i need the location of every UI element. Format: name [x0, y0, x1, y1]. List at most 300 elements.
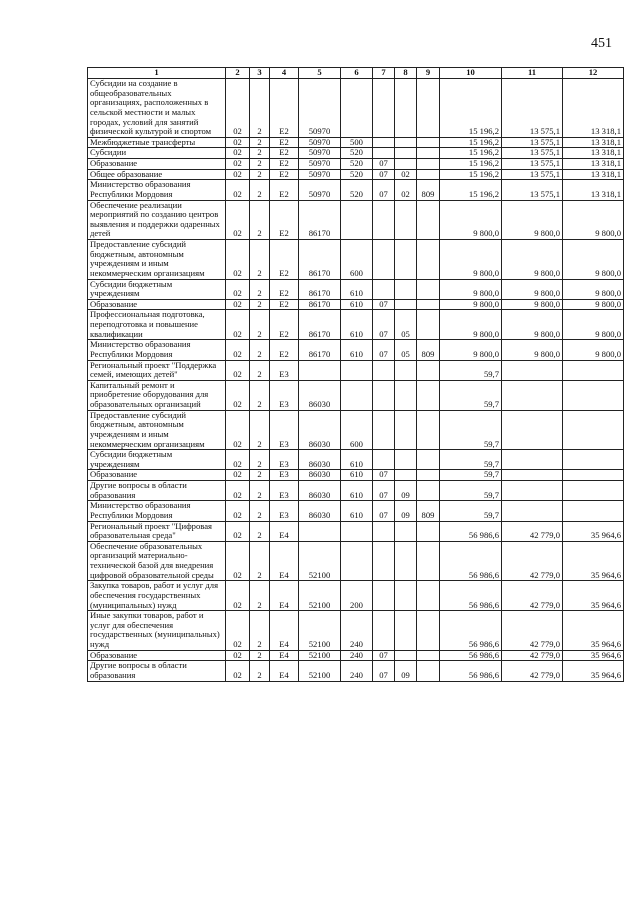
code-cell	[299, 360, 341, 380]
column-header: 5	[299, 68, 341, 79]
code-cell: 86030	[299, 470, 341, 481]
code-cell	[341, 200, 373, 240]
code-cell: E4	[270, 581, 299, 611]
amount-cell: 9 800,0	[440, 200, 502, 240]
row-name-cell: Субсидии бюджетным учреждениям	[88, 279, 226, 299]
amount-cell: 13 318,1	[563, 169, 624, 180]
table-row	[88, 481, 624, 501]
amount-cell: 59,7	[440, 410, 502, 450]
table-row	[88, 310, 624, 340]
code-cell: 02	[395, 169, 417, 180]
code-cell: E2	[270, 159, 299, 170]
row-name-cell: Субсидии на создание в общеобразовательных организациях, расположенных в сельской местности и малых городах, условий для занятий физической культурой и спортом	[88, 79, 226, 138]
code-cell: 809	[417, 501, 440, 521]
table-row	[88, 180, 624, 200]
row-name-cell: Капитальный ремонт и приобретение оборудования для образовательных организаций	[88, 380, 226, 410]
code-cell: 809	[417, 340, 440, 360]
column-header: 11	[502, 68, 563, 79]
code-cell: 52100	[299, 541, 341, 581]
code-cell	[395, 299, 417, 310]
code-cell: E3	[270, 360, 299, 380]
code-cell: 86030	[299, 450, 341, 470]
code-cell: 02	[226, 279, 250, 299]
row-name-cell: Образование	[88, 650, 226, 661]
code-cell	[373, 410, 395, 450]
code-cell: 52100	[299, 661, 341, 681]
code-cell	[417, 79, 440, 138]
amount-cell: 59,7	[440, 470, 502, 481]
code-cell	[373, 360, 395, 380]
code-cell: 2	[250, 650, 270, 661]
code-cell: 2	[250, 279, 270, 299]
code-cell	[417, 661, 440, 681]
code-cell: 09	[395, 501, 417, 521]
table-row	[88, 470, 624, 481]
table-row	[88, 240, 624, 280]
amount-cell: 56 986,6	[440, 581, 502, 611]
code-cell: E2	[270, 79, 299, 138]
amount-cell: 9 800,0	[502, 310, 563, 340]
table-row	[88, 148, 624, 159]
table-row	[88, 521, 624, 541]
code-cell: 2	[250, 137, 270, 148]
code-cell: 02	[226, 310, 250, 340]
code-cell	[395, 410, 417, 450]
column-header: 6	[341, 68, 373, 79]
amount-cell: 42 779,0	[502, 650, 563, 661]
code-cell: 86030	[299, 380, 341, 410]
code-cell: 50970	[299, 169, 341, 180]
code-cell: 02	[226, 541, 250, 581]
amount-cell: 15 196,2	[440, 137, 502, 148]
code-cell: 520	[341, 159, 373, 170]
amount-cell	[563, 481, 624, 501]
table-row	[88, 360, 624, 380]
code-cell: 610	[341, 310, 373, 340]
amount-cell: 9 800,0	[502, 200, 563, 240]
code-cell: 2	[250, 521, 270, 541]
code-cell: 600	[341, 240, 373, 280]
code-cell: 2	[250, 340, 270, 360]
code-cell: 610	[341, 481, 373, 501]
code-cell: 610	[341, 501, 373, 521]
column-header: 1	[88, 68, 226, 79]
code-cell: 2	[250, 661, 270, 681]
code-cell	[395, 240, 417, 280]
code-cell: 02	[226, 180, 250, 200]
code-cell: 02	[226, 169, 250, 180]
code-cell: 520	[341, 180, 373, 200]
code-cell: 02	[226, 581, 250, 611]
code-cell	[395, 470, 417, 481]
code-cell	[395, 380, 417, 410]
amount-cell: 13 575,1	[502, 169, 563, 180]
amount-cell: 13 575,1	[502, 180, 563, 200]
code-cell: 02	[226, 481, 250, 501]
code-cell: 02	[395, 180, 417, 200]
table-row	[88, 169, 624, 180]
amount-cell	[502, 410, 563, 450]
row-name-cell: Министерство образования Республики Мордовия	[88, 501, 226, 521]
amount-cell: 35 964,6	[563, 541, 624, 581]
amount-cell: 13 318,1	[563, 180, 624, 200]
code-cell: 610	[341, 450, 373, 470]
code-cell	[395, 159, 417, 170]
code-cell: 2	[250, 380, 270, 410]
code-cell: 86170	[299, 310, 341, 340]
table-row	[88, 200, 624, 240]
amount-cell: 35 964,6	[563, 661, 624, 681]
code-cell	[341, 541, 373, 581]
code-cell: 2	[250, 148, 270, 159]
code-cell: 02	[226, 137, 250, 148]
code-cell	[417, 581, 440, 611]
code-cell: 2	[250, 501, 270, 521]
amount-cell	[563, 360, 624, 380]
amount-cell: 9 800,0	[563, 340, 624, 360]
code-cell	[417, 240, 440, 280]
code-cell: 02	[226, 299, 250, 310]
table-row	[88, 340, 624, 360]
amount-cell: 13 575,1	[502, 79, 563, 138]
code-cell: 86030	[299, 501, 341, 521]
amount-cell: 56 986,6	[440, 521, 502, 541]
amount-cell: 59,7	[440, 450, 502, 470]
amount-cell: 42 779,0	[502, 661, 563, 681]
amount-cell	[502, 380, 563, 410]
code-cell: 2	[250, 159, 270, 170]
amount-cell: 56 986,6	[440, 650, 502, 661]
code-cell: 520	[341, 148, 373, 159]
row-name-cell: Субсидии бюджетным учреждениям	[88, 450, 226, 470]
table-row	[88, 137, 624, 148]
page-number: 451	[591, 36, 612, 51]
code-cell: 2	[250, 169, 270, 180]
code-cell: 2	[250, 360, 270, 380]
table-header-row	[88, 68, 624, 79]
code-cell: E2	[270, 137, 299, 148]
code-cell: 02	[226, 79, 250, 138]
amount-cell: 9 800,0	[563, 240, 624, 280]
amount-cell: 42 779,0	[502, 521, 563, 541]
code-cell: E2	[270, 340, 299, 360]
code-cell: 240	[341, 650, 373, 661]
code-cell: E4	[270, 661, 299, 681]
code-cell: 610	[341, 279, 373, 299]
code-cell: 240	[341, 611, 373, 651]
amount-cell: 9 800,0	[440, 340, 502, 360]
amount-cell: 9 800,0	[440, 279, 502, 299]
code-cell: 07	[373, 481, 395, 501]
amount-cell: 35 964,6	[563, 611, 624, 651]
code-cell: 07	[373, 501, 395, 521]
code-cell: 09	[395, 481, 417, 501]
code-cell: 2	[250, 450, 270, 470]
column-header: 8	[395, 68, 417, 79]
code-cell: 07	[373, 169, 395, 180]
code-cell: E4	[270, 521, 299, 541]
code-cell: 07	[373, 180, 395, 200]
amount-cell: 15 196,2	[440, 169, 502, 180]
code-cell	[373, 611, 395, 651]
row-name-cell: Межбюджетные трансферты	[88, 137, 226, 148]
code-cell	[395, 137, 417, 148]
code-cell	[417, 200, 440, 240]
code-cell: 240	[341, 661, 373, 681]
code-cell: 2	[250, 79, 270, 138]
table-row	[88, 501, 624, 521]
code-cell	[341, 360, 373, 380]
code-cell: 07	[373, 650, 395, 661]
code-cell	[417, 279, 440, 299]
code-cell: 2	[250, 240, 270, 280]
code-cell	[417, 169, 440, 180]
amount-cell: 13 575,1	[502, 148, 563, 159]
code-cell	[395, 450, 417, 470]
code-cell: E3	[270, 380, 299, 410]
code-cell: E2	[270, 279, 299, 299]
code-cell	[417, 450, 440, 470]
code-cell: 2	[250, 470, 270, 481]
code-cell: 86170	[299, 340, 341, 360]
code-cell	[417, 470, 440, 481]
amount-cell: 9 800,0	[502, 340, 563, 360]
code-cell: E2	[270, 169, 299, 180]
code-cell	[395, 200, 417, 240]
row-name-cell: Другие вопросы в области образования	[88, 481, 226, 501]
column-header: 7	[373, 68, 395, 79]
column-header: 3	[250, 68, 270, 79]
code-cell	[417, 541, 440, 581]
column-header: 2	[226, 68, 250, 79]
code-cell: 07	[373, 661, 395, 681]
code-cell	[373, 79, 395, 138]
code-cell: E3	[270, 481, 299, 501]
code-cell	[417, 310, 440, 340]
code-cell	[417, 611, 440, 651]
code-cell	[395, 541, 417, 581]
code-cell: 52100	[299, 581, 341, 611]
code-cell	[417, 410, 440, 450]
code-cell	[417, 360, 440, 380]
code-cell: 86170	[299, 299, 341, 310]
code-cell	[417, 521, 440, 541]
code-cell: 50970	[299, 159, 341, 170]
code-cell: 02	[226, 450, 250, 470]
amount-cell: 35 964,6	[563, 581, 624, 611]
table-row	[88, 79, 624, 138]
code-cell	[417, 380, 440, 410]
code-cell: E2	[270, 240, 299, 280]
amount-cell: 13 318,1	[563, 79, 624, 138]
amount-cell: 9 800,0	[502, 279, 563, 299]
table-row	[88, 159, 624, 170]
amount-cell: 13 575,1	[502, 137, 563, 148]
code-cell: 02	[226, 661, 250, 681]
code-cell	[373, 279, 395, 299]
code-cell: 200	[341, 581, 373, 611]
table-row	[88, 380, 624, 410]
amount-cell: 9 800,0	[563, 299, 624, 310]
code-cell: 50970	[299, 148, 341, 159]
amount-cell: 15 196,2	[440, 159, 502, 170]
row-name-cell: Обеспечение образовательных организаций материально-технической базой для внедрения цифровой образовательной среды	[88, 541, 226, 581]
amount-cell: 13 318,1	[563, 148, 624, 159]
table-row	[88, 450, 624, 470]
code-cell	[417, 481, 440, 501]
table-body	[88, 79, 624, 682]
table-row	[88, 661, 624, 681]
column-header: 12	[563, 68, 624, 79]
code-cell	[395, 611, 417, 651]
amount-cell: 56 986,6	[440, 541, 502, 581]
amount-cell: 59,7	[440, 380, 502, 410]
code-cell: 520	[341, 169, 373, 180]
amount-cell	[563, 501, 624, 521]
row-name-cell: Образование	[88, 299, 226, 310]
amount-cell: 9 800,0	[440, 240, 502, 280]
column-header: 9	[417, 68, 440, 79]
code-cell: E2	[270, 299, 299, 310]
row-name-cell: Обеспечение реализации мероприятий по созданию центров выявления и поддержки одаренных детей	[88, 200, 226, 240]
code-cell: E2	[270, 310, 299, 340]
code-cell: 07	[373, 159, 395, 170]
amount-cell: 13 318,1	[563, 159, 624, 170]
code-cell: 02	[226, 470, 250, 481]
row-name-cell: Образование	[88, 470, 226, 481]
code-cell	[395, 650, 417, 661]
code-cell	[373, 200, 395, 240]
code-cell: E3	[270, 501, 299, 521]
amount-cell	[502, 360, 563, 380]
code-cell: 07	[373, 470, 395, 481]
amount-cell: 9 800,0	[563, 310, 624, 340]
code-cell: 610	[341, 470, 373, 481]
code-cell: E4	[270, 650, 299, 661]
code-cell: 600	[341, 410, 373, 450]
amount-cell: 13 575,1	[502, 159, 563, 170]
code-cell: 2	[250, 200, 270, 240]
code-cell	[417, 137, 440, 148]
code-cell: 2	[250, 481, 270, 501]
table-row	[88, 279, 624, 299]
row-name-cell: Предоставление субсидий бюджетным, автономным учреждениям и иным некоммерческим организациям	[88, 410, 226, 450]
code-cell: 86030	[299, 481, 341, 501]
amount-cell	[563, 470, 624, 481]
code-cell: 86170	[299, 279, 341, 299]
code-cell	[341, 521, 373, 541]
code-cell: 2	[250, 581, 270, 611]
table-row	[88, 650, 624, 661]
amount-cell	[502, 481, 563, 501]
amount-cell: 42 779,0	[502, 581, 563, 611]
code-cell: 02	[226, 611, 250, 651]
code-cell: 2	[250, 611, 270, 651]
row-name-cell: Закупка товаров, работ и услуг для обеспечения государственных (муниципальных) нужд	[88, 581, 226, 611]
row-name-cell: Иные закупки товаров, работ и услуг для обеспечения государственных (муниципальных) нужд	[88, 611, 226, 651]
code-cell	[373, 521, 395, 541]
amount-cell	[502, 450, 563, 470]
table-row	[88, 611, 624, 651]
code-cell: 2	[250, 541, 270, 581]
code-cell: 50970	[299, 180, 341, 200]
code-cell: 05	[395, 340, 417, 360]
table-row	[88, 541, 624, 581]
code-cell	[395, 360, 417, 380]
row-name-cell: Другие вопросы в области образования	[88, 661, 226, 681]
code-cell: E3	[270, 410, 299, 450]
amount-cell: 56 986,6	[440, 611, 502, 651]
code-cell	[417, 148, 440, 159]
amount-cell: 56 986,6	[440, 661, 502, 681]
code-cell: 2	[250, 180, 270, 200]
code-cell	[417, 650, 440, 661]
code-cell: 52100	[299, 650, 341, 661]
code-cell: 610	[341, 340, 373, 360]
row-name-cell: Профессиональная подготовка, переподготовка и повышение квалификации	[88, 310, 226, 340]
amount-cell: 42 779,0	[502, 611, 563, 651]
code-cell: 02	[226, 159, 250, 170]
code-cell: 50970	[299, 137, 341, 148]
amount-cell: 9 800,0	[563, 279, 624, 299]
amount-cell: 15 196,2	[440, 180, 502, 200]
code-cell: 86030	[299, 410, 341, 450]
code-cell	[373, 581, 395, 611]
code-cell: E2	[270, 180, 299, 200]
amount-cell: 9 800,0	[502, 240, 563, 280]
code-cell	[373, 450, 395, 470]
amount-cell: 42 779,0	[502, 541, 563, 581]
code-cell	[373, 137, 395, 148]
code-cell: 07	[373, 299, 395, 310]
column-header: 4	[270, 68, 299, 79]
amount-cell	[502, 470, 563, 481]
code-cell: 02	[226, 200, 250, 240]
amount-cell: 9 800,0	[440, 299, 502, 310]
amount-cell: 59,7	[440, 501, 502, 521]
code-cell: 07	[373, 340, 395, 360]
budget-table	[87, 67, 624, 682]
code-cell	[373, 148, 395, 159]
code-cell: E2	[270, 148, 299, 159]
code-cell: 07	[373, 310, 395, 340]
code-cell: 02	[226, 360, 250, 380]
code-cell: 610	[341, 299, 373, 310]
amount-cell: 15 196,2	[440, 148, 502, 159]
row-name-cell: Субсидии	[88, 148, 226, 159]
code-cell	[395, 279, 417, 299]
row-name-cell: Образование	[88, 159, 226, 170]
amount-cell: 9 800,0	[563, 200, 624, 240]
table-row	[88, 410, 624, 450]
code-cell	[373, 240, 395, 280]
code-cell: 52100	[299, 611, 341, 651]
row-name-cell: Министерство образования Республики Мордовия	[88, 180, 226, 200]
code-cell	[417, 299, 440, 310]
code-cell: E4	[270, 541, 299, 581]
code-cell: E3	[270, 450, 299, 470]
amount-cell: 9 800,0	[440, 310, 502, 340]
code-cell: 02	[226, 650, 250, 661]
table-row	[88, 581, 624, 611]
code-cell	[395, 581, 417, 611]
code-cell	[341, 79, 373, 138]
code-cell: E4	[270, 611, 299, 651]
column-header: 10	[440, 68, 502, 79]
code-cell: 86170	[299, 200, 341, 240]
code-cell: 2	[250, 410, 270, 450]
code-cell	[373, 541, 395, 581]
